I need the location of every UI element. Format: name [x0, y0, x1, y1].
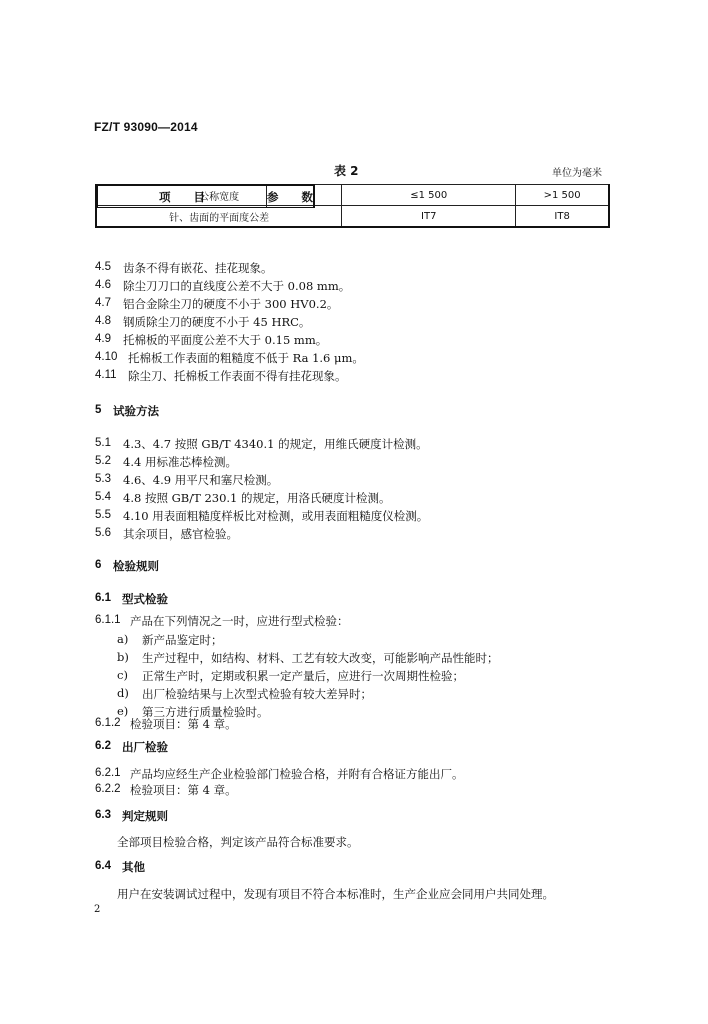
page-number: 2	[94, 904, 101, 915]
table-header-row	[96, 184, 315, 208]
clause-text: 除尘刀刀口的直线度公差不大于 0.08 mm。	[123, 279, 351, 293]
clause-text: 托棉板的平面度公差不大于 0.15 mm。	[123, 333, 328, 347]
clause-number: 6.2.1	[95, 767, 121, 779]
case-text: 生产过程中，如结构、材料、工艺有较大改变，可能影响产品性能时；	[142, 651, 499, 665]
section-heading: 检验规则	[113, 559, 159, 573]
case-label: a)	[117, 632, 129, 646]
table-cell: ≤1 500	[342, 185, 516, 206]
table-cell: 针、齿面的平面度公差	[96, 206, 342, 228]
subsection-heading: 判定规则	[122, 809, 168, 823]
parameter-table	[95, 184, 610, 228]
clause-number: 6.2.2	[95, 783, 121, 795]
section-number: 6	[95, 559, 102, 571]
clause-text: 托棉板工作表面的粗糙度不低于 Ra 1.6 μm。	[128, 351, 364, 365]
subsection-number: 6.2	[95, 740, 111, 752]
clause-text: 齿条不得有嵌花、挂花现象。	[123, 261, 273, 275]
clause-number: 4.9	[95, 333, 111, 345]
clause-number: 4.11	[95, 369, 117, 381]
clause-number: 5.3	[95, 473, 111, 485]
case-text: 新产品鉴定时；	[142, 633, 223, 647]
case-text: 第三方进行质量检验时。	[142, 705, 269, 719]
clause-text: 4.4 用标准芯棒检测。	[123, 455, 237, 469]
header-item: 项 目	[97, 185, 267, 208]
paragraph-text: 用户在安装调试过程中，发现有项目不符合本标准时，生产企业应会同用户共同处理。	[117, 887, 554, 901]
clause-text: 其余项目，感官检验。	[123, 527, 238, 541]
header-param: 参 数	[267, 185, 315, 208]
subsection-number: 6.3	[95, 809, 111, 821]
subsection-number: 6.4	[95, 860, 111, 872]
clause-number: 4.7	[95, 297, 111, 309]
clause-number: 5.4	[95, 491, 111, 503]
clause-number: 6.1.1	[95, 614, 121, 626]
clause-number: 5.1	[95, 437, 111, 449]
clause-text: 检验项目：第 4 章。	[130, 783, 237, 797]
clause-number: 4.10	[95, 351, 118, 363]
section-heading: 试验方法	[113, 404, 159, 418]
clause-text: 4.3、4.7 按照 GB/T 4340.1 的规定，用维氏硬度计检测。	[123, 437, 428, 451]
table-row	[96, 206, 609, 228]
subsection-number: 6.1	[95, 592, 111, 604]
clause-text: 除尘刀、托棉板工作表面不得有挂花现象。	[128, 369, 347, 383]
case-label: d)	[117, 686, 129, 700]
clause-text: 4.6、4.9 用平尺和塞尺检测。	[123, 473, 279, 487]
clause-text: 产品均应经生产企业检验部门检验合格，并附有合格证方能出厂。	[130, 767, 464, 781]
clause-text: 铝合金除尘刀的硬度不小于 300 HV0.2。	[123, 297, 339, 311]
clause-number: 5.6	[95, 527, 111, 539]
table-cell: >1 500	[516, 185, 609, 206]
clause-number: 6.1.2	[95, 717, 121, 729]
clause-text: 检验项目：第 4 章。	[130, 717, 237, 731]
clause-number: 4.5	[95, 261, 111, 273]
case-text: 出厂检验结果与上次型式检验有较大差异时；	[142, 687, 372, 701]
table-cell: IT7	[342, 206, 516, 228]
case-label: c)	[117, 668, 128, 682]
clause-number: 5.2	[95, 455, 111, 467]
document-code: FZ/T 93090—2014	[94, 120, 198, 134]
clause-number: 5.5	[95, 509, 111, 521]
subsection-heading: 出厂检验	[122, 740, 168, 754]
clause-number: 4.6	[95, 279, 111, 291]
case-label: b)	[117, 650, 129, 664]
clause-text: 钢质除尘刀的硬度不小于 45 HRC。	[123, 315, 311, 329]
subsection-heading: 型式检验	[122, 592, 168, 606]
clause-text: 4.8 按照 GB/T 230.1 的规定，用洛氏硬度计检测。	[123, 491, 391, 505]
paragraph-text: 全部项目检验合格，判定该产品符合标准要求。	[117, 835, 359, 849]
table-caption: 表 2	[334, 164, 359, 178]
clause-text: 4.10 用表面粗糙度样板比对检测，或用表面粗糙度仪检测。	[123, 509, 429, 523]
table-cell: IT8	[516, 206, 609, 228]
section-number: 5	[95, 404, 102, 416]
clause-number: 4.8	[95, 315, 111, 327]
clause-text: 产品在下列情况之一时，应进行型式检验：	[130, 614, 349, 628]
case-label: e)	[117, 704, 129, 718]
case-text: 正常生产时，定期或积累一定产量后，应进行一次周期性检验；	[142, 669, 464, 683]
unit-label: 单位为毫米	[552, 168, 602, 179]
table-cell: 公称宽度	[96, 185, 342, 206]
subsection-heading: 其他	[122, 860, 145, 874]
